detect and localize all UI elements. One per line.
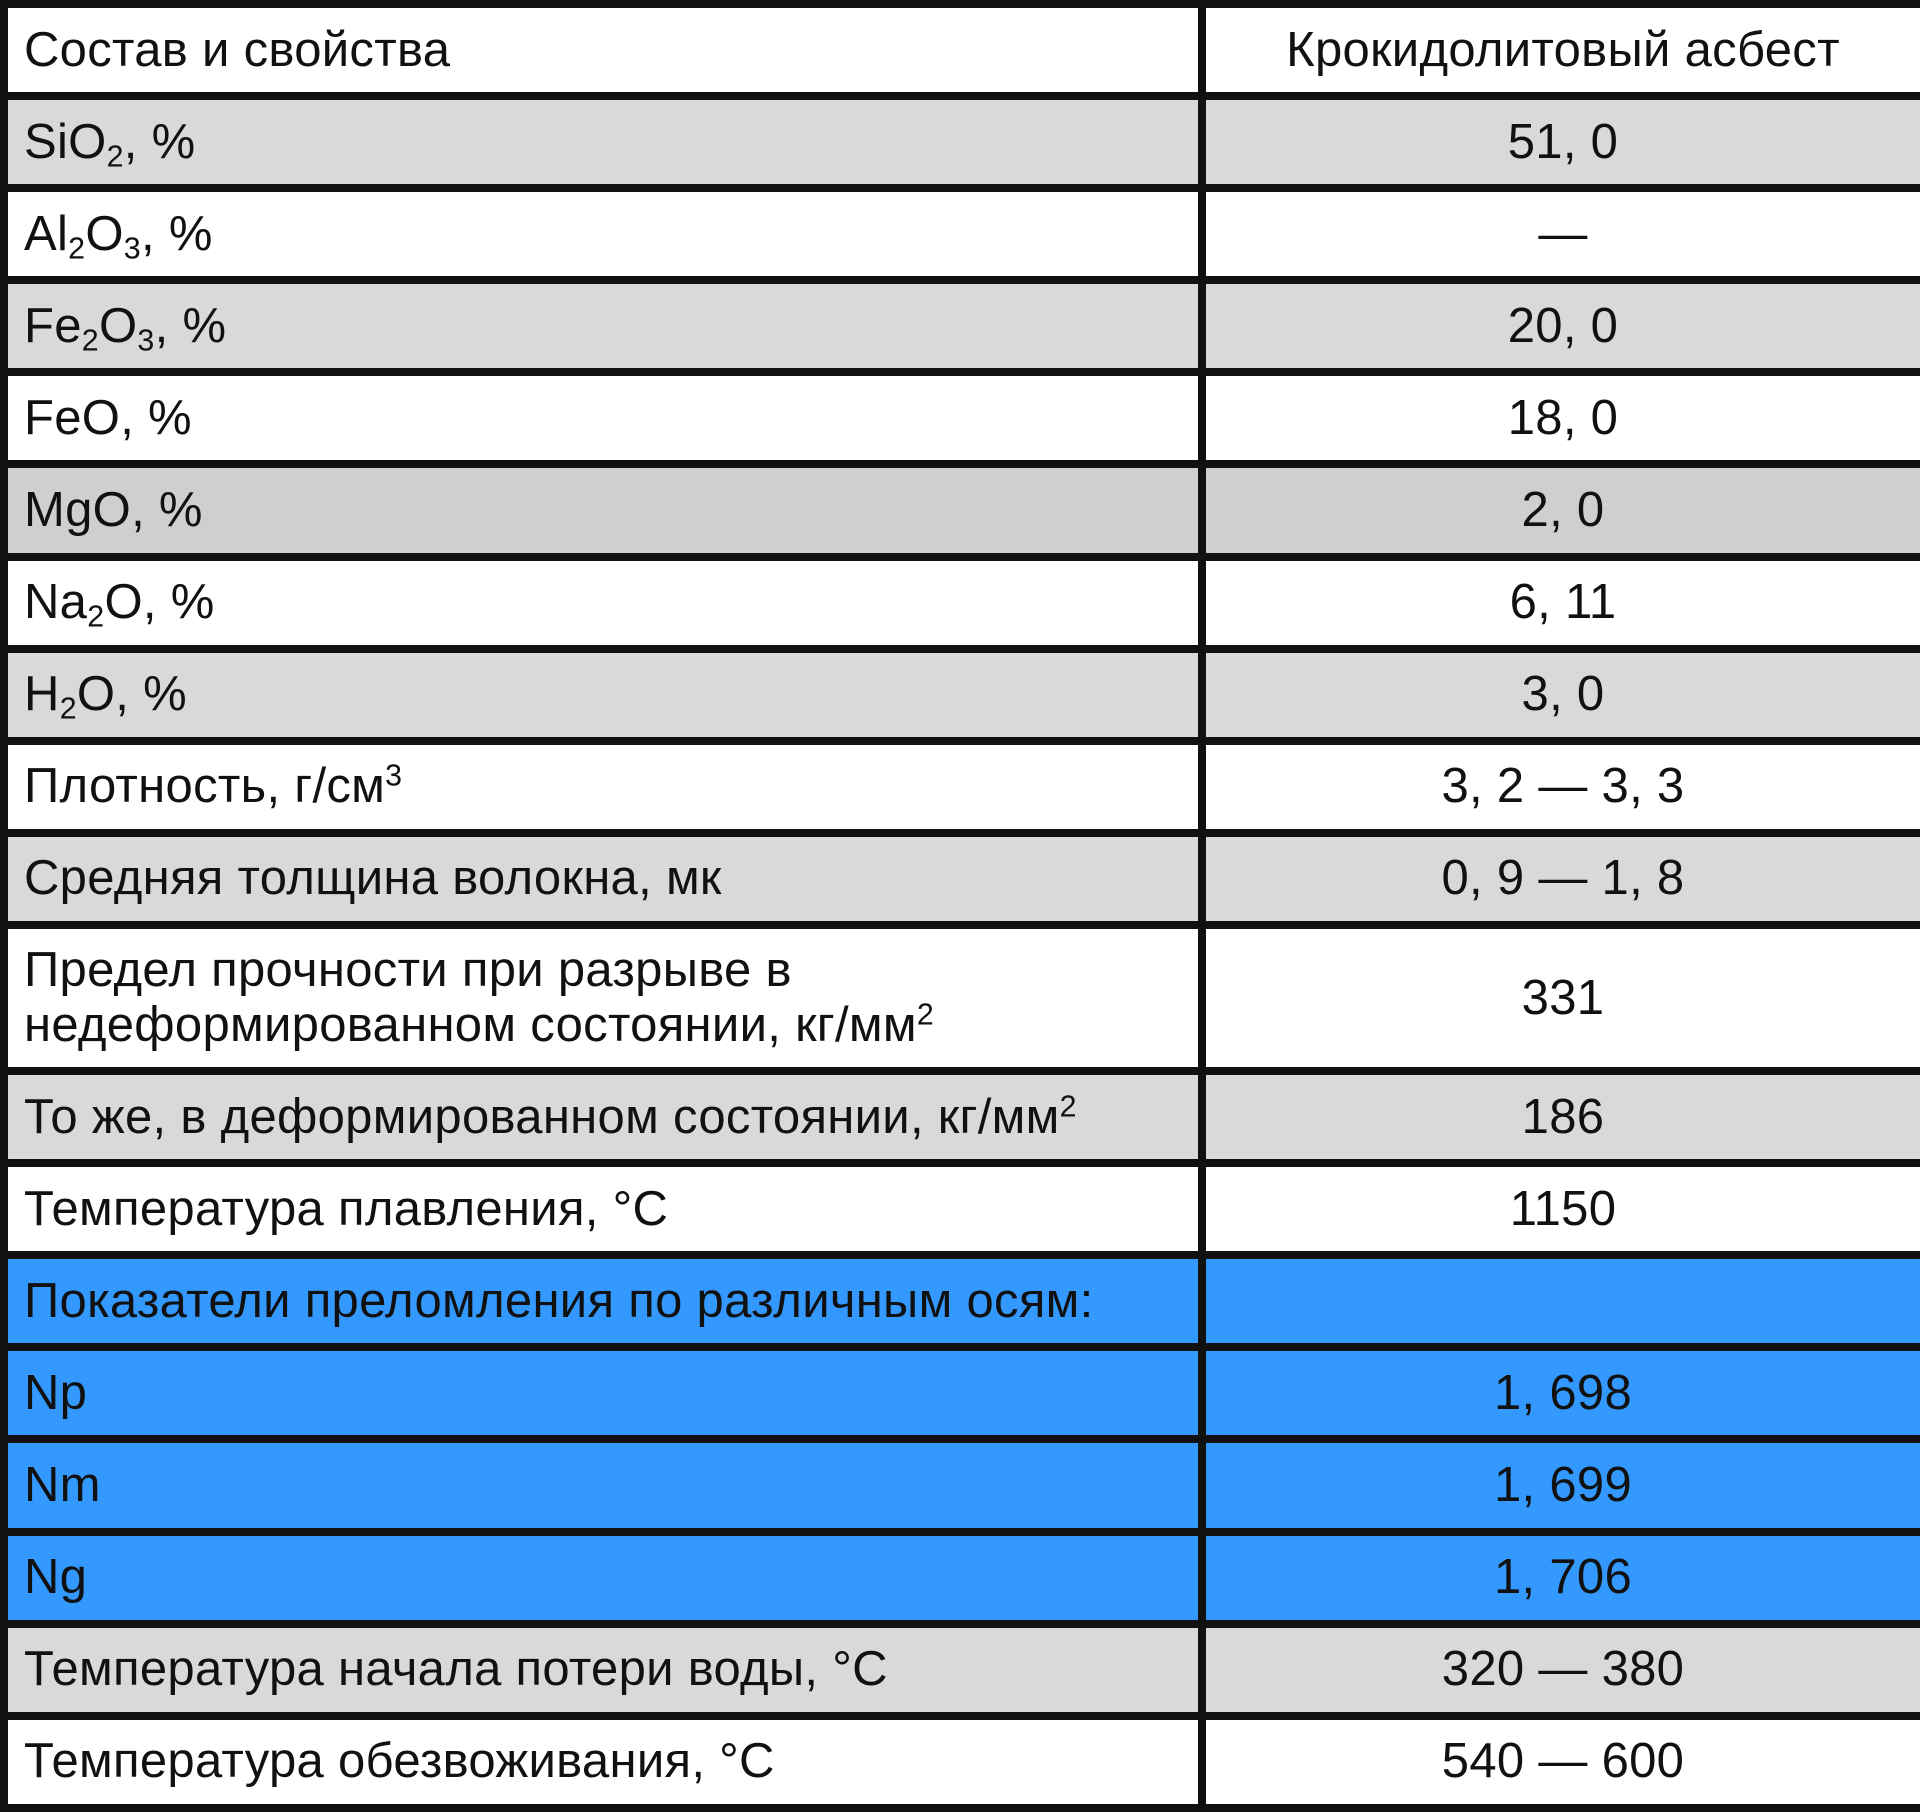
row-label-fe2o3: $Fe_2O_3$, % <box>4 280 1202 372</box>
row-value-refraction-header <box>1202 1255 1920 1347</box>
header-cell-composition <box>4 4 1202 96</box>
row-label-sio2: SiO$_2$, % <box>4 96 1202 188</box>
header-label-composition: Состав и свойства <box>24 22 451 77</box>
table-row-refraction-header <box>4 1255 1920 1347</box>
row-value-fe2o3: 20, 0 <box>1202 280 1920 372</box>
table-row-feo <box>4 372 1920 464</box>
table-row-density <box>4 741 1920 833</box>
row-value-density: 3, 2 — 3, 3 <box>1202 741 1920 833</box>
row-label-nm: Nm <box>4 1439 1202 1531</box>
table-row-fiber-thickness <box>4 833 1920 925</box>
row-value-np: 1, 698 <box>1202 1347 1920 1439</box>
row-label-water-loss-start: Температура начала потери воды, °С <box>4 1624 1202 1716</box>
row-label-al2o3: $Al_2O_3$, % <box>4 188 1202 280</box>
row-label-tensile-strength: Предел прочности при разрыве в недеформированном состоянии, $кг/мм^2$ <box>4 925 1202 1071</box>
row-label-np: Np <box>4 1347 1202 1439</box>
row-label-refraction-header: Показатели преломления по различным осям: <box>4 1255 1202 1347</box>
row-value-na2o: 6, 11 <box>1202 557 1920 649</box>
row-label-fiber-thickness: Средняя толщина волокна, мк <box>4 833 1202 925</box>
row-label-na2o: $Na_2O$, % <box>4 557 1202 649</box>
row-label-density: Плотность, $г/см^3$ <box>4 741 1202 833</box>
table-row-nm <box>4 1439 1920 1531</box>
header-cell-material <box>1202 4 1920 96</box>
table-row-melting-point <box>4 1163 1920 1255</box>
table-row-tensile-strength <box>4 925 1920 1071</box>
row-label-ng: Ng <box>4 1532 1202 1624</box>
row-value-sio2: 51, 0 <box>1202 96 1920 188</box>
row-value-feo: 18, 0 <box>1202 372 1920 464</box>
table-header-row <box>4 4 1920 96</box>
row-value-water-loss-start: 320 — 380 <box>1202 1624 1920 1716</box>
header-label-material: Крокидолитовый асбест <box>1286 22 1840 77</box>
table-row-mgo <box>4 464 1920 556</box>
table-row-dehydration <box>4 1716 1920 1808</box>
row-value-fiber-thickness: 0, 9 — 1, 8 <box>1202 833 1920 925</box>
table-row-water-loss-start <box>4 1624 1920 1716</box>
row-label-deformed-strength: То же, в деформированном состоянии, $кг/мм^2$ <box>4 1071 1202 1163</box>
table-row-sio2 <box>4 96 1920 188</box>
row-value-al2o3: — <box>1202 188 1920 280</box>
table-row-np <box>4 1347 1920 1439</box>
row-label-dehydration: Температура обезвоживания, °С <box>4 1716 1202 1808</box>
row-label-melting-point: Температура плавления, °С <box>4 1163 1202 1255</box>
table-row-na2o <box>4 557 1920 649</box>
row-value-nm: 1, 699 <box>1202 1439 1920 1531</box>
row-value-h2o: 3, 0 <box>1202 649 1920 741</box>
table-row-h2o <box>4 649 1920 741</box>
row-label-feo: FeO, % <box>4 372 1202 464</box>
table-row-deformed-strength <box>4 1071 1920 1163</box>
row-value-dehydration: 540 — 600 <box>1202 1716 1920 1808</box>
table-row-ng <box>4 1532 1920 1624</box>
row-value-tensile-strength: 331 <box>1202 925 1920 1071</box>
row-value-mgo: 2, 0 <box>1202 464 1920 556</box>
row-value-ng: 1, 706 <box>1202 1532 1920 1624</box>
row-label-h2o: $H_2O$, % <box>4 649 1202 741</box>
table-row-fe2o3 <box>4 280 1920 372</box>
table-row-al2o3 <box>4 188 1920 280</box>
row-value-deformed-strength: 186 <box>1202 1071 1920 1163</box>
row-value-melting-point: 1150 <box>1202 1163 1920 1255</box>
row-label-mgo: MgO, % <box>4 464 1202 556</box>
